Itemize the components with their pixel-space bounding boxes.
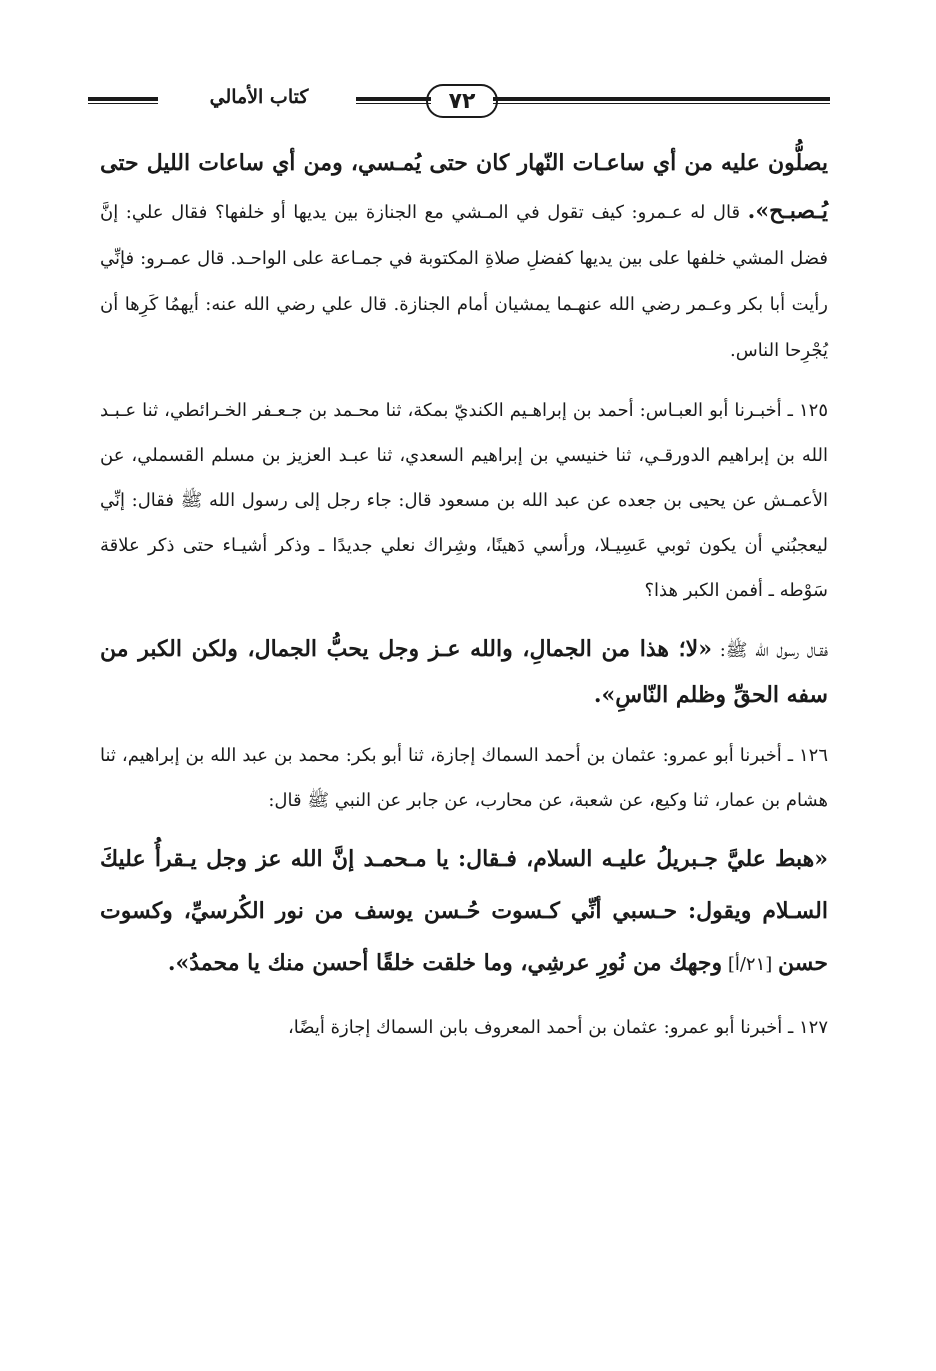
header-rule-right	[493, 97, 830, 104]
page-number: ٧٢	[426, 84, 498, 118]
header-rule-left	[88, 97, 158, 104]
narration-text: قال له عـمرو: كيف تقول في المـشي مع الجنازة بين يديها أو خلفها؟ فقال علي: إنَّ فضل المشي خلفها على بين يديها كفضلِ صلاةِ المكتوبة في جمـاعة على الواحـد. قال عمـرو: فإنِّي رأيت أبا بكر وعـمر رضي الله عنهـما يمشيان أمام الجنازة. قال علي رضي الله عنه: أيهمُا كَرِها أن يُجْرِحا الناس.	[100, 202, 828, 361]
hadith-text-end: وجهك من نُورِ عرشِي، وما خلقت خلقًا أحسن منك يا محمدُ».	[167, 950, 723, 976]
header-rule-middle	[356, 97, 431, 104]
reply-intro: فقـال رسول الله ﷺ:	[711, 640, 828, 661]
page-body	[100, 140, 828, 1050]
hadith-text: «لا؛ هذا من الجمالِ، والله عـز وجل يحبُّ الجمال، ولكن الكبر من سفه الحقِّ وظلم النّاسِ».	[100, 636, 828, 708]
paragraph-continuation	[100, 140, 828, 374]
narration-126: ١٢٦ ـ أخبرنا أبو عمرو: عثمان بن أحمد السماك إجازة، ثنا أبو بكر: محمد بن عبد الله بن إبراهيم، ثنا هشام بن عمار، ثنا وكيع، عن شعبة، عن محارب، عن جابر عن النبي ﷺ قال:	[100, 745, 828, 811]
page-header	[88, 82, 830, 126]
hadith-text: يصلُّون عليه من أي ساعـات النّهار كان حتى يُمـسي، ومن أي ساعات الليل حتى يُـصبـح».	[100, 150, 828, 224]
hadith-jibril	[100, 833, 828, 991]
narration-127: ١٢٧ ـ أخبرنا أبو عمرو: عثمان بن أحمد المعروف بابن السماك إجازة أيضًا،	[287, 1017, 828, 1038]
prophet-reply	[100, 627, 828, 719]
hadith-text: «هبط عليَّ جـبريلُ عليـه السلام، فـقال: يا مـحمـد إنَّ الله عز وجل يـقرأُ عليكَ السـلام ويقول: حـسبي أنِّي كـسوت حُـسن يوسف من نور الكُرسيِّ، وكسوت حسن	[100, 846, 828, 976]
manuscript-reference: [٢١/أ]	[722, 954, 779, 975]
running-title: كتاب الأمالي	[209, 86, 309, 108]
narration-125: ١٢٥ ـ أخبـرنا أبو العبـاس: أحمد بن إبراهـيم الكنديّ بمكة، ثنا محـمد بن جـعـفر الخـرائطي، ثنا عـبـد الله بن إبراهيم الدورقـي، ثنا خنيسي بن إبراهيم السعدي، ثنا عبـد العزيز بن مسلم القسملي، عن الأعمـش عن يحيى بن جعده عن عبد الله بن مسعود قال: جاء رجل إلى رسول الله ﷺ فقال: إنِّي ليعجبُني أن يكون ثوبي عَسِيـلا، ورأسي دَهينًا، وشِراك نعلي جديدًا ـ وذكر أشيـاء حتى ذكر علاقة سَوْطه ـ أفمن الكبر هذا؟	[100, 400, 828, 601]
